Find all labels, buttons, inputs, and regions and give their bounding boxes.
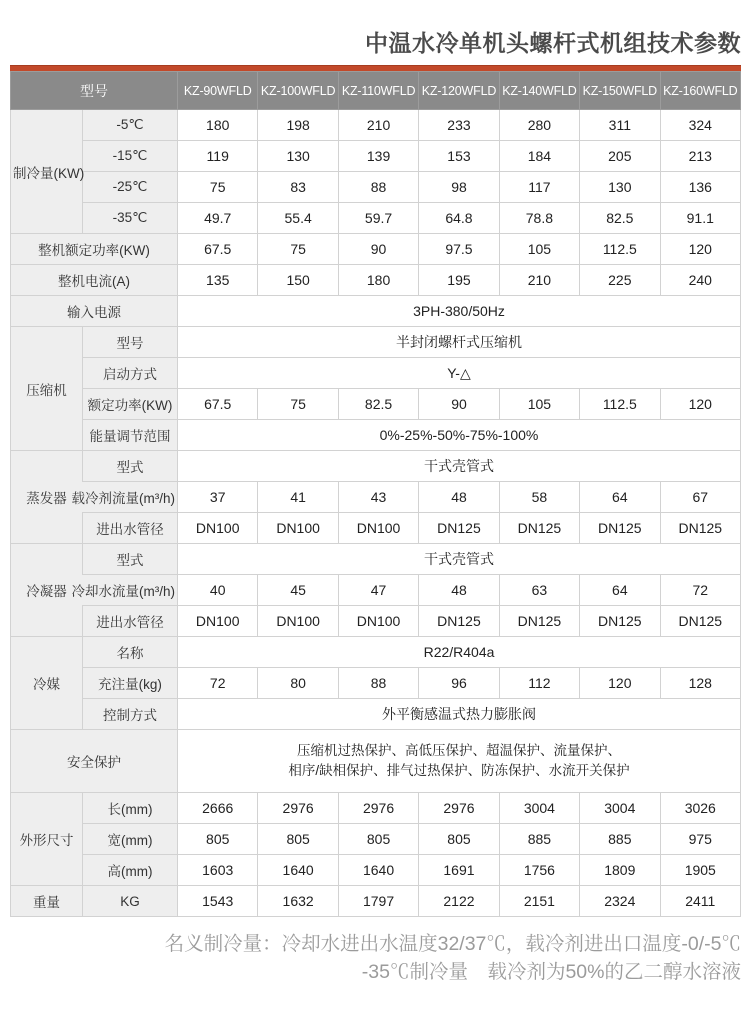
table-row — [11, 886, 741, 917]
group-weight: 重量 — [11, 886, 83, 917]
value-cell: 2666 — [178, 793, 258, 824]
value-cell: 43 — [338, 482, 418, 513]
table-row — [11, 141, 741, 172]
value-cell: 1640 — [258, 855, 338, 886]
row-label: 长(mm) — [83, 793, 178, 824]
model-header: KZ-90WFLD — [178, 72, 258, 110]
value-cell: 1640 — [338, 855, 418, 886]
value-cell: 210 — [338, 110, 418, 141]
row-label: 能量调节范围 — [83, 420, 178, 451]
value-cell: 136 — [660, 172, 740, 203]
row-label — [71, 482, 178, 513]
footer-note-line1: 名义制冷量：冷却水进出水温度32/37℃，载冷剂进出口温度-0/-5℃ — [164, 933, 741, 955]
page-title: 中温水冷单机头螺杆式机组技术参数 — [365, 30, 741, 56]
value-cell: 64 — [580, 575, 660, 606]
value-cell: 58 — [499, 482, 579, 513]
table-row — [11, 575, 741, 606]
value-cell: 2976 — [419, 793, 499, 824]
value-cell: 198 — [258, 110, 338, 141]
table-row — [11, 793, 741, 824]
merged-value-cell — [178, 730, 741, 793]
value-cell: 49.7 — [178, 203, 258, 234]
value-cell: DN100 — [258, 606, 338, 637]
row-label: -35℃ — [83, 203, 178, 234]
value-cell: 97.5 — [419, 234, 499, 265]
value-cell: 82.5 — [580, 203, 660, 234]
value-cell: 37 — [178, 482, 258, 513]
value-cell: 1603 — [178, 855, 258, 886]
value-cell: 150 — [258, 265, 338, 296]
value-cell: 311 — [580, 110, 660, 141]
value-cell: 63 — [499, 575, 579, 606]
value-cell: 2976 — [338, 793, 418, 824]
row-label-text: 载冷剂流量(m³/h) — [71, 491, 175, 506]
model-header: KZ-120WFLD — [419, 72, 499, 110]
group-compressor: 压缩机 — [11, 327, 83, 451]
value-cell: DN125 — [580, 606, 660, 637]
value-cell: 210 — [499, 265, 579, 296]
merged-value-cell: 半封闭螺杆式压缩机 — [178, 327, 741, 358]
value-cell: 3004 — [499, 793, 579, 824]
value-cell: 112 — [499, 668, 579, 699]
value-cell: 117 — [499, 172, 579, 203]
row-label: 型号 — [83, 327, 178, 358]
value-cell: DN100 — [258, 513, 338, 544]
row-label-power-supply: 输入电源 — [11, 296, 178, 327]
header-row — [11, 72, 741, 110]
table-row — [11, 296, 741, 327]
value-cell: DN125 — [660, 606, 740, 637]
value-cell: 96 — [419, 668, 499, 699]
value-cell: 240 — [660, 265, 740, 296]
value-cell: 90 — [419, 389, 499, 420]
value-cell: 3004 — [580, 793, 660, 824]
value-cell: 120 — [580, 668, 660, 699]
value-cell: 805 — [178, 824, 258, 855]
group-cooling-capacity: 制冷量(KW) — [11, 110, 83, 234]
value-cell: 2324 — [580, 886, 660, 917]
value-cell: 153 — [419, 141, 499, 172]
value-cell: 975 — [660, 824, 740, 855]
value-cell: 64 — [580, 482, 660, 513]
group-dimensions: 外形尺寸 — [11, 793, 83, 886]
value-cell: 98 — [419, 172, 499, 203]
model-header: KZ-150WFLD — [580, 72, 660, 110]
value-cell: 72 — [178, 668, 258, 699]
footer-note — [0, 931, 741, 986]
table-row — [11, 606, 741, 637]
value-cell: 120 — [660, 389, 740, 420]
value-cell: 180 — [338, 265, 418, 296]
merged-value-cell: 外平衡感温式热力膨胀阀 — [178, 699, 741, 730]
merged-value-cell: 干式壳管式 — [178, 544, 741, 575]
value-cell: 1797 — [338, 886, 418, 917]
value-cell: 130 — [580, 172, 660, 203]
value-cell: 1756 — [499, 855, 579, 886]
table-row — [11, 482, 741, 513]
value-cell: 128 — [660, 668, 740, 699]
value-cell: DN125 — [499, 513, 579, 544]
row-label-text: 冷却水流量(m³/h) — [71, 584, 175, 599]
value-cell: 67.5 — [178, 389, 258, 420]
value-cell: 3026 — [660, 793, 740, 824]
value-cell: 88 — [338, 172, 418, 203]
row-label: 控制方式 — [83, 699, 178, 730]
table-row — [11, 420, 741, 451]
table-row — [11, 265, 741, 296]
spec-table — [10, 71, 741, 917]
value-cell: 48 — [419, 575, 499, 606]
value-cell: DN125 — [419, 606, 499, 637]
value-cell: 2411 — [660, 886, 740, 917]
value-cell: 75 — [178, 172, 258, 203]
value-cell: 90 — [338, 234, 418, 265]
row-label: 充注量(kg) — [83, 668, 178, 699]
value-cell: 805 — [419, 824, 499, 855]
table-row — [11, 544, 741, 575]
table-row — [11, 513, 741, 544]
value-cell: 213 — [660, 141, 740, 172]
value-cell: 105 — [499, 389, 579, 420]
table-row — [11, 172, 741, 203]
row-label: 进出水管径 — [83, 606, 178, 637]
value-cell: 75 — [258, 234, 338, 265]
value-cell: 280 — [499, 110, 579, 141]
row-label: 型式 — [83, 451, 178, 482]
row-label: 额定功率(KW) — [83, 389, 178, 420]
value-cell: 885 — [499, 824, 579, 855]
value-cell: 885 — [580, 824, 660, 855]
value-cell: 130 — [258, 141, 338, 172]
value-cell: 40 — [178, 575, 258, 606]
merged-value-cell: R22/R404a — [178, 637, 741, 668]
value-cell: 47 — [338, 575, 418, 606]
row-label: -25℃ — [83, 172, 178, 203]
table-row — [11, 699, 741, 730]
merged-value-cell: 3PH-380/50Hz — [178, 296, 741, 327]
table-row — [11, 203, 741, 234]
row-label-rated-power: 整机额定功率(KW) — [11, 234, 178, 265]
merged-value-cell: Y-△ — [178, 358, 741, 389]
value-cell: 83 — [258, 172, 338, 203]
value-cell: DN100 — [178, 606, 258, 637]
value-cell: 48 — [419, 482, 499, 513]
value-cell: 88 — [338, 668, 418, 699]
value-cell: DN100 — [338, 606, 418, 637]
table-row — [11, 855, 741, 886]
value-cell: 119 — [178, 141, 258, 172]
value-cell: 1543 — [178, 886, 258, 917]
row-label-current: 整机电流(A) — [11, 265, 178, 296]
table-row — [11, 327, 741, 358]
merged-value-cell: 干式壳管式 — [178, 451, 741, 482]
value-cell: 67 — [660, 482, 740, 513]
value-cell: 2122 — [419, 886, 499, 917]
value-cell: 112.5 — [580, 234, 660, 265]
value-cell: DN100 — [178, 513, 258, 544]
model-header: KZ-140WFLD — [499, 72, 579, 110]
table-row — [11, 730, 741, 793]
value-cell: 67.5 — [178, 234, 258, 265]
merged-value-cell: 0%-25%-50%-75%-100% — [178, 420, 741, 451]
value-cell: 112.5 — [580, 389, 660, 420]
value-cell: 1905 — [660, 855, 740, 886]
value-cell: DN100 — [338, 513, 418, 544]
value-cell: 72 — [660, 575, 740, 606]
value-cell: 41 — [258, 482, 338, 513]
table-row — [11, 389, 741, 420]
model-header: KZ-100WFLD — [258, 72, 338, 110]
value-cell: 180 — [178, 110, 258, 141]
value-cell: 78.8 — [499, 203, 579, 234]
value-cell: 2976 — [258, 793, 338, 824]
footer-note-line2: -35℃制冷量 载冷剂为50%的乙二醇水溶液 — [361, 960, 741, 983]
table-row — [11, 234, 741, 265]
value-cell: 45 — [258, 575, 338, 606]
group-refrigerant: 冷媒 — [11, 637, 83, 730]
table-row — [11, 824, 741, 855]
value-cell: 82.5 — [338, 389, 418, 420]
header-model-label: 型号 — [11, 72, 178, 110]
value-cell: 805 — [338, 824, 418, 855]
safety-line-2: 相序/缺相保护、排气过热保护、防冻保护、水流开关保护 — [288, 763, 630, 778]
group-condenser: 冷凝器 — [11, 544, 83, 637]
row-label-safety-protection: 安全保护 — [11, 730, 178, 793]
table-row — [11, 668, 741, 699]
value-cell: 2151 — [499, 886, 579, 917]
row-label: -5℃ — [83, 110, 178, 141]
value-cell: 91.1 — [660, 203, 740, 234]
table-row — [11, 358, 741, 389]
row-label: 启动方式 — [83, 358, 178, 389]
value-cell: 1632 — [258, 886, 338, 917]
row-label — [71, 575, 178, 606]
value-cell: 64.8 — [419, 203, 499, 234]
value-cell: 184 — [499, 141, 579, 172]
row-label: 名称 — [83, 637, 178, 668]
safety-line-1: 压缩机过热保护、高低压保护、超温保护、流量保护、 — [297, 743, 621, 758]
table-row — [11, 110, 741, 141]
value-cell: 135 — [178, 265, 258, 296]
table-row — [11, 451, 741, 482]
value-cell: DN125 — [660, 513, 740, 544]
value-cell: 225 — [580, 265, 660, 296]
value-cell: 233 — [419, 110, 499, 141]
value-cell: 59.7 — [338, 203, 418, 234]
value-cell: 139 — [338, 141, 418, 172]
value-cell: 120 — [660, 234, 740, 265]
row-label: 进出水管径 — [83, 513, 178, 544]
value-cell: 105 — [499, 234, 579, 265]
value-cell: DN125 — [419, 513, 499, 544]
row-label: 高(mm) — [83, 855, 178, 886]
value-cell: 205 — [580, 141, 660, 172]
value-cell: 1809 — [580, 855, 660, 886]
value-cell: 805 — [258, 824, 338, 855]
value-cell: DN125 — [499, 606, 579, 637]
value-cell: 75 — [258, 389, 338, 420]
model-header: KZ-160WFLD — [660, 72, 740, 110]
row-label: -15℃ — [83, 141, 178, 172]
table-row — [11, 637, 741, 668]
value-cell: 195 — [419, 265, 499, 296]
row-label: 宽(mm) — [83, 824, 178, 855]
model-header: KZ-110WFLD — [338, 72, 418, 110]
value-cell: DN125 — [580, 513, 660, 544]
value-cell: 324 — [660, 110, 740, 141]
row-label: 型式 — [83, 544, 178, 575]
row-label: KG — [83, 886, 178, 917]
value-cell: 80 — [258, 668, 338, 699]
group-evaporator: 蒸发器 — [11, 451, 83, 544]
value-cell: 55.4 — [258, 203, 338, 234]
value-cell: 1691 — [419, 855, 499, 886]
